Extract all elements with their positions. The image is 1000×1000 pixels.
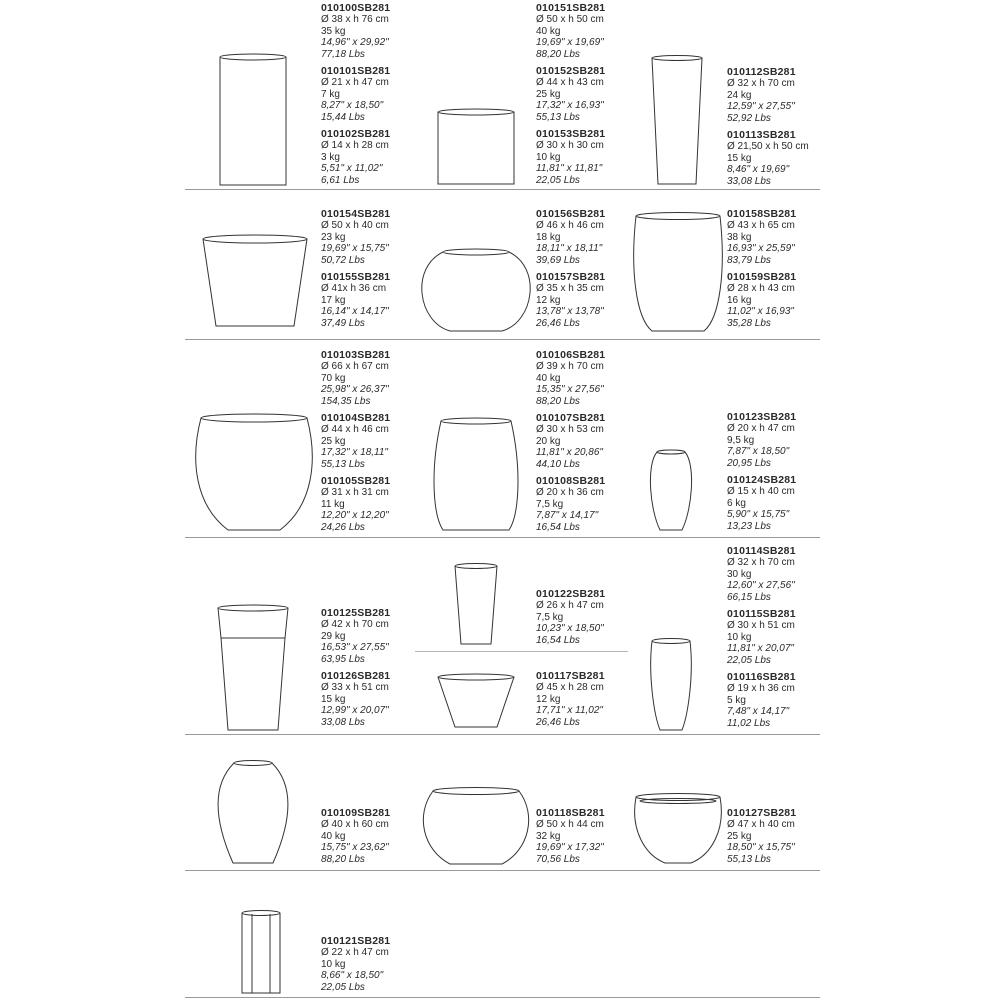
product-spec	[321, 129, 441, 186]
vase-ovoid-tall	[434, 418, 518, 530]
product-code: 010127SB281	[727, 807, 797, 819]
product-spec	[321, 608, 441, 665]
weight-lbs: 37,49 Lbs	[321, 317, 365, 329]
weight-lbs: 50,72 Lbs	[321, 254, 365, 266]
spec-group	[536, 209, 656, 329]
spec-group	[321, 808, 441, 865]
product-spec	[536, 272, 656, 329]
weight-kg: 25 kg	[321, 435, 346, 447]
dimensions-cm: Ø 32 x h 70 cm	[727, 78, 795, 90]
weight-lbs: 35,28 Lbs	[727, 317, 771, 329]
dimensions-inch: 5,51" x 11,02"	[321, 163, 383, 175]
spec-group	[536, 671, 656, 728]
dimensions-cm: Ø 50 x h 44 cm	[536, 819, 604, 831]
dimensions-inch: 15,35" x 27,56"	[536, 384, 604, 396]
spec-group	[727, 67, 847, 187]
weight-kg: 9,5 kg	[727, 434, 755, 446]
product-spec	[727, 209, 847, 266]
weight-kg: 3 kg	[321, 151, 340, 163]
weight-lbs: 22,05 Lbs	[727, 654, 771, 666]
weight-lbs: 11,02 Lbs	[727, 717, 771, 729]
dimensions-cm: Ø 33 x h 51 cm	[321, 682, 389, 694]
dimensions-inch: 12,99" x 20,07"	[321, 705, 389, 717]
product-code: 010112SB281	[727, 66, 796, 78]
weight-lbs: 44,10 Lbs	[536, 458, 580, 470]
dimensions-cm: Ø 22 x h 47 cm	[321, 947, 389, 959]
weight-kg: 10 kg	[321, 958, 346, 970]
weight-kg: 24 kg	[727, 89, 752, 101]
weight-lbs: 33,08 Lbs	[727, 175, 771, 187]
dimensions-cm: Ø 46 x h 46 cm	[536, 220, 604, 232]
dimensions-inch: 7,87" x 14,17"	[536, 510, 599, 522]
dimensions-cm: Ø 30 x h 30 cm	[536, 140, 604, 152]
vase-tapered-tall	[652, 56, 702, 185]
weight-kg: 40 kg	[321, 830, 346, 842]
vase-octagonal	[242, 911, 280, 994]
weight-lbs: 16,54 Lbs	[536, 634, 580, 646]
weight-kg: 16 kg	[727, 294, 752, 306]
dimensions-cm: Ø 44 x h 46 cm	[321, 424, 389, 436]
dimensions-cm: Ø 21 x h 47 cm	[321, 77, 389, 89]
dimensions-cm: Ø 47 x h 40 cm	[727, 819, 795, 831]
product-spec	[727, 130, 847, 187]
row-divider	[185, 997, 820, 998]
product-spec	[727, 609, 847, 666]
product-spec	[727, 546, 847, 603]
weight-kg: 10 kg	[536, 151, 561, 163]
dimensions-inch: 8,66" x 18,50"	[321, 970, 384, 982]
weight-lbs: 55,13 Lbs	[536, 111, 580, 123]
product-code: 010153SB281	[536, 128, 606, 141]
product-code: 010103SB281	[321, 349, 391, 361]
dimensions-cm: Ø 15 x h 40 cm	[727, 486, 795, 498]
dimensions-cm: Ø 50 x h 40 cm	[321, 220, 389, 232]
weight-lbs: 83,79 Lbs	[727, 254, 771, 266]
product-spec	[727, 672, 847, 729]
dimensions-inch: 25,98" x 26,37"	[321, 384, 389, 396]
spec-group	[321, 350, 441, 533]
weight-lbs: 70,56 Lbs	[536, 853, 580, 865]
product-code: 010117SB281	[536, 670, 605, 682]
weight-kg: 29 kg	[321, 630, 346, 642]
weight-kg: 17 kg	[321, 294, 346, 306]
weight-kg: 7,5 kg	[536, 498, 564, 510]
dimensions-inch: 18,11" x 18,11"	[536, 243, 603, 255]
product-code: 010158SB281	[727, 208, 797, 220]
product-code: 010108SB281	[536, 475, 606, 488]
spec-group	[321, 936, 441, 993]
weight-kg: 15 kg	[727, 152, 752, 164]
product-code: 010124SB281	[727, 474, 797, 487]
weight-lbs: 6,61 Lbs	[321, 174, 360, 186]
dimensions-cm: Ø 66 x h 67 cm	[321, 361, 389, 373]
weight-lbs: 39,69 Lbs	[536, 254, 580, 266]
dimensions-inch: 7,87" x 18,50"	[727, 446, 790, 458]
product-spec	[536, 3, 656, 60]
dimensions-cm: Ø 21,50 x h 50 cm	[727, 141, 809, 153]
product-spec	[727, 475, 847, 532]
product-spec	[727, 808, 847, 865]
dimensions-inch: 19,69" x 17,32"	[536, 842, 604, 854]
dimensions-cm: Ø 43 x h 65 cm	[727, 220, 795, 232]
product-spec	[321, 272, 441, 329]
product-spec	[536, 350, 656, 407]
vase-ovoid-small	[650, 450, 691, 530]
product-code: 010151SB281	[536, 2, 606, 14]
weight-lbs: 16,54 Lbs	[536, 521, 580, 533]
product-spec	[536, 589, 656, 646]
weight-lbs: 15,44 Lbs	[321, 111, 365, 123]
product-spec	[536, 66, 656, 123]
dimensions-inch: 17,32" x 16,93"	[536, 100, 604, 112]
weight-kg: 20 kg	[536, 435, 561, 447]
product-spec	[536, 129, 656, 186]
product-spec	[536, 476, 656, 533]
spec-group	[536, 808, 656, 865]
product-spec	[321, 209, 441, 266]
weight-lbs: 88,20 Lbs	[321, 853, 365, 865]
vase-low-conical	[438, 674, 514, 727]
dimensions-cm: Ø 26 x h 47 cm	[536, 600, 604, 612]
dimensions-inch: 11,81" x 11,81"	[536, 163, 603, 175]
weight-lbs: 63,95 Lbs	[321, 653, 365, 665]
dimensions-inch: 8,27" x 18,50"	[321, 100, 384, 112]
product-code: 010101SB281	[321, 65, 391, 78]
weight-kg: 12 kg	[536, 693, 561, 705]
weight-kg: 40 kg	[536, 25, 561, 37]
product-spec	[727, 272, 847, 329]
spec-group	[536, 3, 656, 186]
weight-kg: 12 kg	[536, 294, 561, 306]
dimensions-cm: Ø 45 x h 28 cm	[536, 682, 604, 694]
spec-group	[727, 209, 847, 329]
weight-lbs: 22,05 Lbs	[536, 174, 580, 186]
weight-kg: 25 kg	[536, 88, 561, 100]
dimensions-inch: 14,96" x 29,92"	[321, 37, 389, 49]
weight-kg: 70 kg	[321, 372, 346, 384]
dimensions-inch: 19,69" x 19,69"	[536, 37, 604, 49]
product-code: 010104SB281	[321, 412, 391, 425]
dimensions-cm: Ø 50 x h 50 cm	[536, 14, 604, 26]
vase-amphora	[218, 761, 288, 864]
weight-kg: 40 kg	[536, 372, 561, 384]
product-spec	[321, 66, 441, 123]
row-divider	[185, 189, 820, 190]
dimensions-cm: Ø 35 x h 35 cm	[536, 283, 604, 295]
product-spec	[536, 671, 656, 728]
product-spec	[321, 476, 441, 533]
product-spec	[321, 936, 441, 993]
dimensions-inch: 16,53" x 27,55"	[321, 642, 389, 654]
spec-group	[321, 209, 441, 329]
product-spec	[321, 808, 441, 865]
weight-kg: 23 kg	[321, 231, 346, 243]
vase-wide-bowl	[196, 414, 313, 530]
product-code: 010107SB281	[536, 412, 606, 425]
weight-lbs: 55,13 Lbs	[321, 458, 365, 470]
product-spec	[536, 808, 656, 865]
row-divider	[185, 339, 820, 340]
cell-divider	[415, 651, 628, 652]
dimensions-inch: 8,46" x 19,69"	[727, 164, 790, 176]
product-code: 010152SB281	[536, 65, 606, 78]
dimensions-inch: 17,32" x 18,11"	[321, 447, 388, 459]
dimensions-cm: Ø 20 x h 36 cm	[536, 487, 604, 499]
dimensions-cm: Ø 40 x h 60 cm	[321, 819, 389, 831]
weight-lbs: 24,26 Lbs	[321, 521, 365, 533]
vase-slim-tapered	[455, 564, 497, 645]
product-spec	[321, 671, 441, 728]
weight-lbs: 26,46 Lbs	[536, 317, 580, 329]
product-code: 010123SB281	[727, 411, 797, 423]
dimensions-inch: 12,59" x 27,55"	[727, 101, 795, 113]
spec-group	[727, 808, 847, 865]
spec-group	[727, 546, 847, 729]
dimensions-cm: Ø 30 x h 53 cm	[536, 424, 604, 436]
vase-tall-tapered	[651, 639, 692, 731]
product-spec	[727, 67, 847, 124]
product-code: 010115SB281	[727, 608, 796, 621]
dimensions-cm: Ø 41x h 36 cm	[321, 283, 387, 295]
product-code: 010105SB281	[321, 475, 391, 488]
product-code: 010125SB281	[321, 607, 391, 619]
weight-lbs: 22,05 Lbs	[321, 981, 365, 993]
vase-rimmed-cylinder	[218, 605, 288, 730]
product-spec	[536, 209, 656, 266]
weight-lbs: 26,46 Lbs	[536, 716, 580, 728]
product-spec	[321, 350, 441, 407]
product-code: 010100SB281	[321, 2, 391, 14]
vase-cylinder-tall	[220, 54, 286, 185]
product-code: 010121SB281	[321, 935, 391, 947]
weight-kg: 11 kg	[321, 498, 345, 510]
dimensions-cm: Ø 31 x h 31 cm	[321, 487, 389, 499]
weight-lbs: 55,13 Lbs	[727, 853, 771, 865]
vase-conical-bowl	[203, 235, 307, 326]
weight-lbs: 88,20 Lbs	[536, 48, 580, 60]
weight-lbs: 154,35 Lbs	[321, 395, 371, 407]
product-code: 010157SB281	[536, 271, 606, 284]
product-code: 010113SB281	[727, 129, 796, 142]
spec-group	[727, 412, 847, 532]
weight-kg: 10 kg	[727, 631, 752, 643]
weight-kg: 15 kg	[321, 693, 346, 705]
product-spec	[321, 413, 441, 470]
product-code: 010126SB281	[321, 670, 391, 683]
dimensions-inch: 12,20" x 12,20"	[321, 510, 389, 522]
dimensions-cm: Ø 42 x h 70 cm	[321, 619, 389, 631]
dimensions-inch: 11,81" x 20,86"	[536, 447, 603, 459]
dimensions-inch: 19,69" x 15,75"	[321, 243, 389, 255]
weight-lbs: 66,15 Lbs	[727, 591, 771, 603]
weight-lbs: 20,95 Lbs	[727, 457, 771, 469]
weight-kg: 7,5 kg	[536, 611, 564, 623]
product-code: 010154SB281	[321, 208, 391, 220]
dimensions-inch: 12,60" x 27,56"	[727, 580, 795, 592]
dimensions-inch: 10,23" x 18,50"	[536, 623, 604, 635]
product-spec	[321, 3, 441, 60]
dimensions-cm: Ø 28 x h 43 cm	[727, 283, 795, 295]
product-code: 010109SB281	[321, 807, 391, 819]
weight-kg: 7 kg	[321, 88, 340, 100]
weight-kg: 30 kg	[727, 568, 752, 580]
dimensions-cm: Ø 19 x h 36 cm	[727, 683, 795, 695]
dimensions-inch: 16,14" x 14,17"	[321, 306, 389, 318]
spec-group	[536, 589, 656, 646]
spec-group	[321, 3, 441, 186]
product-code: 010114SB281	[727, 545, 796, 557]
dimensions-cm: Ø 20 x h 47 cm	[727, 423, 795, 435]
weight-lbs: 52,92 Lbs	[727, 112, 771, 124]
weight-kg: 38 kg	[727, 231, 752, 243]
weight-kg: 35 kg	[321, 25, 346, 37]
spec-group	[536, 350, 656, 533]
weight-lbs: 88,20 Lbs	[536, 395, 580, 407]
dimensions-inch: 7,48" x 14,17"	[727, 706, 790, 718]
product-code: 010102SB281	[321, 128, 391, 141]
dimensions-cm: Ø 38 x h 76 cm	[321, 14, 389, 26]
product-spec	[536, 413, 656, 470]
dimensions-cm: Ø 14 x h 28 cm	[321, 140, 389, 152]
row-divider	[185, 537, 820, 538]
product-spec	[727, 412, 847, 469]
dimensions-inch: 5,90" x 15,75"	[727, 509, 790, 521]
dimensions-inch: 16,93" x 25,59"	[727, 243, 795, 255]
product-code: 010122SB281	[536, 588, 606, 600]
dimensions-inch: 18,50" x 15,75"	[727, 842, 795, 854]
dimensions-cm: Ø 32 x h 70 cm	[727, 557, 795, 569]
weight-kg: 25 kg	[727, 830, 752, 842]
product-code: 010156SB281	[536, 208, 606, 220]
dimensions-inch: 13,78" x 13,78"	[536, 306, 604, 318]
weight-lbs: 33,08 Lbs	[321, 716, 365, 728]
product-code: 010159SB281	[727, 271, 797, 284]
dimensions-inch: 11,02" x 16,93"	[727, 306, 794, 318]
dimensions-inch: 17,71" x 11,02"	[536, 705, 603, 717]
row-divider	[185, 870, 820, 871]
product-code: 010106SB281	[536, 349, 606, 361]
vase-cylinder-low	[438, 109, 514, 184]
dimensions-inch: 11,81" x 20,07"	[727, 643, 794, 655]
weight-kg: 32 kg	[536, 830, 561, 842]
dimensions-cm: Ø 30 x h 51 cm	[727, 620, 795, 632]
dimensions-inch: 15,75" x 23,62"	[321, 842, 389, 854]
product-code: 010116SB281	[727, 671, 796, 684]
dimensions-cm: Ø 39 x h 70 cm	[536, 361, 604, 373]
weight-lbs: 13,23 Lbs	[727, 520, 771, 532]
product-code: 010118SB281	[536, 807, 605, 819]
weight-kg: 5 kg	[727, 694, 746, 706]
spec-group	[321, 608, 441, 728]
weight-kg: 6 kg	[727, 497, 746, 509]
weight-kg: 18 kg	[536, 231, 561, 243]
product-code: 010155SB281	[321, 271, 391, 284]
weight-lbs: 77,18 Lbs	[321, 48, 365, 60]
row-divider	[185, 734, 820, 735]
dimensions-cm: Ø 44 x h 43 cm	[536, 77, 604, 89]
